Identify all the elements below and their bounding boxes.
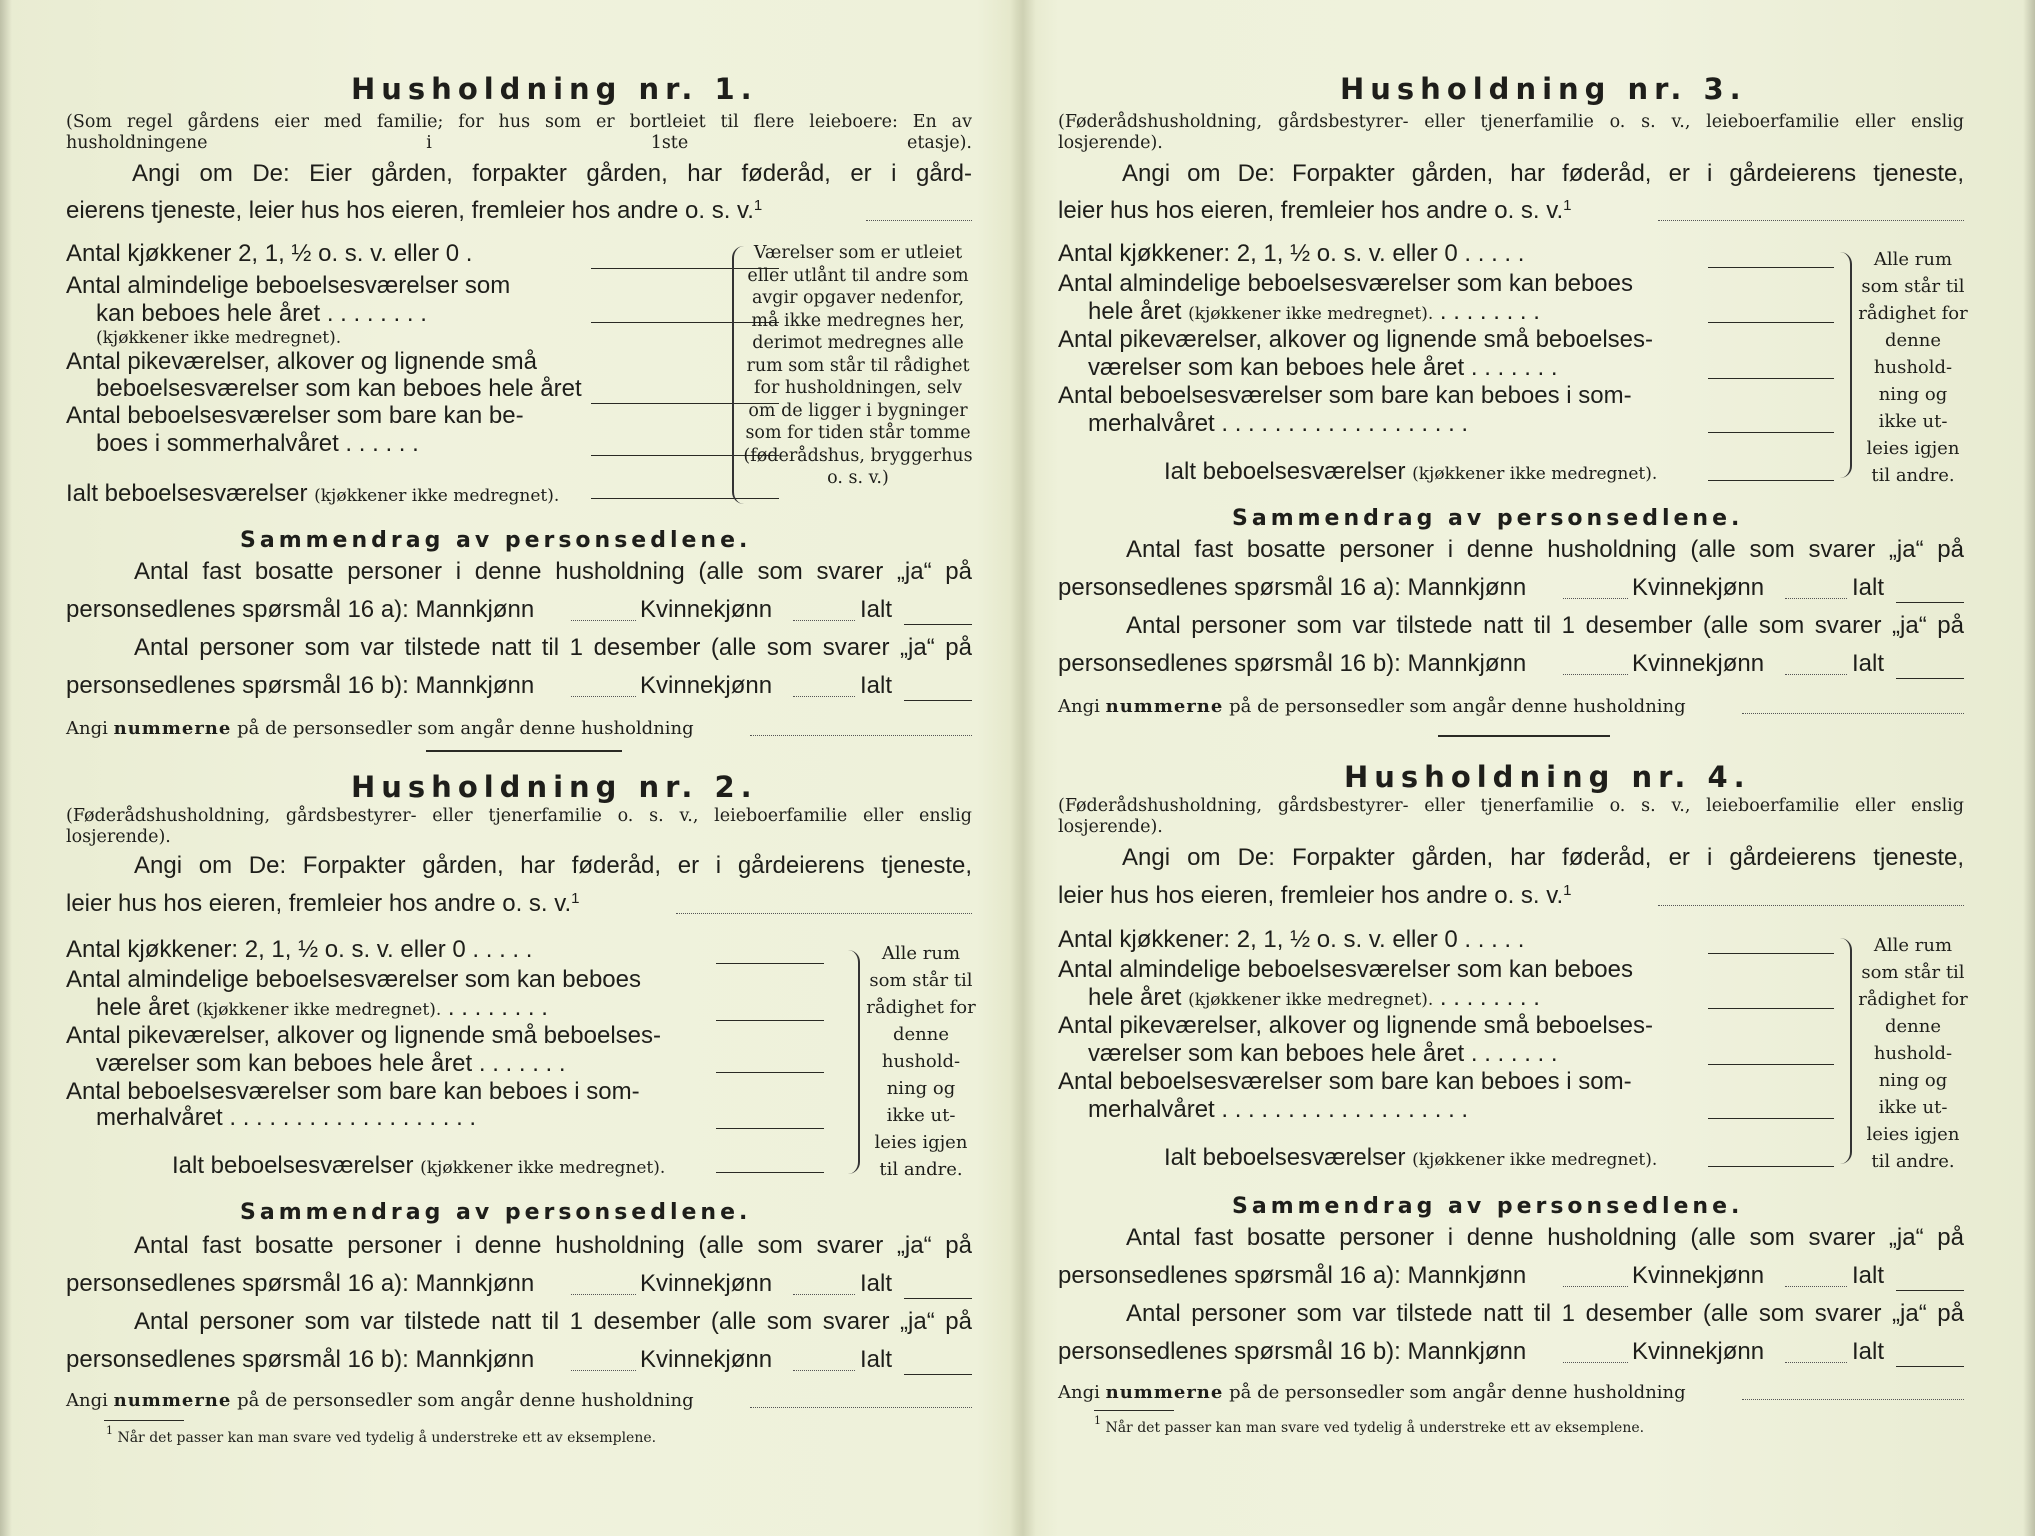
hh1-total-answer[interactable] — [591, 498, 779, 499]
hh3-numbers-answer[interactable] — [1742, 713, 1964, 714]
hh4-row-kitchens: Antal kjøkkener: 2, 1, ½ o. s. v. eller 0 . . . . . — [1058, 926, 1525, 953]
hh4-summary-b-label: personsedlenes spørsmål 16 b): Mannkjønn — [1058, 1338, 1527, 1365]
right-footnote — [1094, 1414, 1644, 1436]
hh1-numbers-answer[interactable] — [750, 735, 972, 736]
hh2-angi-line2-text: leier hus hos eieren, fremleier hos andre o. s. v. — [66, 890, 572, 917]
hh3-angi-numbers — [1058, 696, 1686, 717]
right-edge-shadow — [2023, 0, 2035, 1536]
hh3-total-label: Ialt beboelsesværelser — [1164, 458, 1406, 485]
hh2-total-label: Ialt beboelsesværelser — [172, 1152, 414, 1179]
hh3-summary-a-total: Ialt — [1852, 574, 1885, 601]
hh3-angi-bold: nummerne — [1105, 696, 1224, 717]
hh1-title: Husholdning nr. 1. — [351, 72, 758, 106]
hh3-section-divider — [1438, 735, 1610, 737]
hh4-row-ordinary-rooms: Antal almindelige beboelsesværelser som kan beboes — [1058, 956, 1633, 983]
hh2-summary-a-total: Ialt — [860, 1270, 893, 1297]
hh1-a-male-answer[interactable] — [571, 620, 636, 621]
hh3-maid-answer[interactable] — [1708, 378, 1834, 379]
page-fold — [1010, 0, 1036, 1536]
hh4-summary-title: Sammendrag av personsedlene. — [1232, 1194, 1744, 1219]
hh3-ordinary-answer[interactable] — [1708, 322, 1834, 323]
footnote-number: 1 — [1094, 1414, 1101, 1427]
hh4-summary-b-total: Ialt — [1852, 1338, 1885, 1365]
hh4-r3-text: hele året — [1088, 984, 1182, 1011]
hh4-b-male-answer[interactable] — [1563, 1362, 1628, 1363]
hh2-b-male-answer[interactable] — [571, 1370, 636, 1371]
hh3-row-ordinary-rooms: Antal almindelige beboelsesværelser som kan beboes — [1058, 270, 1633, 297]
hh2-angi-post: på de personsedler som angår denne husholdning — [237, 1390, 694, 1411]
footnote-mark: 1 — [753, 197, 763, 214]
hh3-summary-b-female: Kvinnekjønn — [1632, 650, 1765, 677]
hh4-summary-b-female: Kvinnekjønn — [1632, 1338, 1765, 1365]
hh2-angi-numbers — [66, 1390, 694, 1411]
hh4-angi-line2-text: leier hus hos eieren, fremleier hos andre o. s. v. — [1058, 882, 1564, 909]
hh2-angi-line1: Angi om De: Forpakter gården, har føderåd, er i gårdeierens tjeneste, — [134, 852, 972, 879]
hh2-total-note: (kjøkkener ikke medregnet). — [420, 1158, 666, 1178]
hh1-a-total-answer[interactable] — [904, 624, 972, 625]
hh4-b-total-answer[interactable] — [1896, 1366, 1964, 1367]
hh1-row-summer-rooms-2: boes i sommerhalvåret . . . . . . — [96, 430, 419, 457]
hh2-row-ordinary-rooms: Antal almindelige beboelsesværelser som kan beboes — [66, 966, 641, 993]
hh3-row-maid-rooms: Antal pikeværelser, alkover og lignende små beboelses- — [1058, 326, 1653, 353]
hh4-summary-b-line1: Antal personer som var tilstede natt til 1 desember (alle som svarer „ja“ på — [1126, 1300, 1964, 1327]
hh3-angi-line1: Angi om De: Forpakter gården, har føderåd, er i gårdeierens tjeneste, — [1122, 160, 1964, 187]
footnote-mark: 1 — [1563, 882, 1572, 899]
left-footnote — [106, 1424, 656, 1446]
hh4-angi-bold: nummerne — [1105, 1382, 1224, 1403]
hh4-r3-dots: . . . . . . . . — [1439, 984, 1540, 1011]
hh2-maid-answer[interactable] — [716, 1072, 824, 1073]
hh4-side-brace — [1840, 938, 1852, 1164]
hh3-kitchens-answer[interactable] — [1708, 267, 1834, 268]
hh4-total-note: (kjøkkener ikke medregnet). — [1412, 1150, 1658, 1170]
hh3-r3-text: hele året — [1088, 298, 1182, 325]
hh1-summary-a-label: personsedlenes spørsmål 16 a): Mannkjønn — [66, 596, 535, 623]
hh4-a-female-answer[interactable] — [1785, 1286, 1847, 1287]
hh1-row-total — [66, 480, 559, 508]
hh3-row-total — [1164, 458, 1657, 486]
hh4-row-maid-rooms-2: værelser som kan beboes hele året . . . . . . . — [1088, 1040, 1558, 1067]
hh2-r3-dots: . . . . . . . . — [447, 994, 548, 1021]
hh2-row-maid-rooms-2: værelser som kan beboes hele året . . . . . . . — [96, 1050, 566, 1077]
hh2-b-female-answer[interactable] — [793, 1370, 855, 1371]
hh3-note: (Føderådshusholdning, gårdsbestyrer- eller tjenerfamilie o. s. v., leieboerfamilie eller enslig losjerende). — [1058, 112, 1964, 153]
hh3-summary-b-line1: Antal personer som var tilstede natt til 1 desember (alle som svarer „ja“ på — [1126, 612, 1964, 639]
left-edge-shadow — [0, 0, 12, 1536]
hh1-angi-numbers — [66, 718, 694, 739]
hh2-total-answer[interactable] — [716, 1172, 824, 1173]
hh2-r3-text: hele året — [96, 994, 190, 1021]
hh4-a-total-answer[interactable] — [1896, 1290, 1964, 1291]
hh3-summary-a-female: Kvinnekjønn — [1632, 574, 1765, 601]
hh4-row-summer-rooms-2: merhalvåret . . . . . . . . . . . . . . . . . . . — [1088, 1096, 1469, 1123]
hh1-row-maid-rooms: Antal pikeværelser, alkover og lignende små — [66, 348, 537, 375]
hh2-row-ordinary-rooms-2 — [96, 994, 548, 1022]
right-page — [1058, 0, 1970, 1536]
hh4-kitchens-answer[interactable] — [1708, 953, 1834, 954]
hh3-angi-line2 — [1058, 197, 1571, 225]
hh3-row-kitchens: Antal kjøkkener: 2, 1, ½ o. s. v. eller 0 . . . . . — [1058, 240, 1525, 267]
hh3-summer-answer[interactable] — [1708, 432, 1834, 433]
hh3-side-note: Alle rum som står til rådighet for denne hushold-ning og ikke ut-leies igjen til andre. — [1858, 249, 1968, 486]
hh2-kitchens-answer[interactable] — [716, 963, 824, 964]
hh3-total-answer[interactable] — [1708, 480, 1834, 481]
hh1-angi-line2-text: eierens tjeneste, leier hus hos eieren, fremleier hos andre o. s. v. — [66, 197, 754, 224]
hh1-summary-b-female: Kvinnekjønn — [640, 672, 773, 699]
hh1-summary-title: Sammendrag av personsedlene. — [240, 528, 752, 553]
hh2-summary-a-female: Kvinnekjønn — [640, 1270, 773, 1297]
hh1-section-divider — [426, 750, 622, 752]
hh1-b-male-answer[interactable] — [571, 696, 636, 697]
hh4-summer-answer[interactable] — [1708, 1118, 1834, 1119]
hh2-row-total — [172, 1152, 665, 1180]
hh1-angi-bold: nummerne — [113, 718, 232, 739]
hh1-row-maid-rooms-2: beboelsesværelser som kan beboes hele året — [96, 375, 582, 402]
hh3-row-summer-rooms: Antal beboelsesværelser som bare kan beboes i som- — [1058, 382, 1632, 409]
hh3-summary-b-label: personsedlenes spørsmål 16 b): Mannkjønn — [1058, 650, 1527, 677]
hh1-summary-b-label: personsedlenes spørsmål 16 b): Mannkjønn — [66, 672, 535, 699]
hh3-angi-pre: Angi — [1058, 696, 1100, 717]
hh4-b-female-answer[interactable] — [1785, 1362, 1847, 1363]
hh1-angi-answer-line[interactable] — [866, 220, 972, 221]
hh2-side-note: Alle rum som står til rådighet for denne hushold-ning og ikke ut-leies igjen til andre. — [866, 943, 976, 1180]
hh2-summary-b-female: Kvinnekjønn — [640, 1346, 773, 1373]
hh1-angi-pre: Angi — [66, 718, 108, 739]
footnote-rule — [104, 1420, 184, 1421]
hh2-summary-b-label: personsedlenes spørsmål 16 b): Mannkjønn — [66, 1346, 535, 1373]
hh1-side-note: Værelser som er utleiet eller utlånt til andre som avgir opgaver nedenfor, må ikke medregnes her, derimot medregnes alle rum som står til rådighet for husholdningen, selv om de ligger i bygninger som for tiden står tomme (føderådshus, bryggerhus o. s. v.) — [743, 243, 973, 488]
hh4-note: (Føderådshusholdning, gårdsbestyrer- eller tjenerfamilie o. s. v., leieboerfamilie eller enslig losjerende). — [1058, 796, 1964, 837]
hh2-angi-line2 — [66, 890, 579, 918]
hh3-a-total-answer[interactable] — [1896, 602, 1964, 603]
hh2-title: Husholdning nr. 2. — [351, 770, 758, 804]
hh3-r3-note: (kjøkkener ikke medregnet). — [1188, 304, 1434, 324]
hh3-r3-dots: . . . . . . . . — [1439, 298, 1540, 325]
hh3-row-ordinary-rooms-2 — [1088, 298, 1540, 326]
hh2-a-female-answer[interactable] — [793, 1294, 855, 1295]
hh3-a-male-answer[interactable] — [1563, 598, 1628, 599]
hh4-angi-numbers — [1058, 1382, 1686, 1403]
hh1-angi-line1: Angi om De: Eier gården, forpakter gården, har føderåd, er i gård- — [132, 160, 972, 187]
footnote-rule — [1094, 1410, 1174, 1411]
hh2-numbers-answer[interactable] — [750, 1407, 972, 1408]
hh2-b-total-answer[interactable] — [904, 1374, 972, 1375]
hh4-summary-a-female: Kvinnekjønn — [1632, 1262, 1765, 1289]
hh2-summary-a-label: personsedlenes spørsmål 16 a): Mannkjønn — [66, 1270, 535, 1297]
hh2-summary-a-line1: Antal fast bosatte personer i denne husholdning (alle som svarer „ja“ på — [134, 1232, 972, 1259]
hh2-summary-title: Sammendrag av personsedlene. — [240, 1200, 752, 1225]
hh4-ordinary-answer[interactable] — [1708, 1008, 1834, 1009]
hh1-row-summer-rooms: Antal beboelsesværelser som bare kan be- — [66, 402, 524, 429]
hh3-total-note: (kjøkkener ikke medregnet). — [1412, 464, 1658, 484]
hh3-title: Husholdning nr. 3. — [1340, 72, 1747, 106]
hh4-summary-a-total: Ialt — [1852, 1262, 1885, 1289]
hh2-ordinary-answer[interactable] — [716, 1020, 824, 1021]
hh1-a-female-answer[interactable] — [793, 620, 855, 621]
hh2-r3-note: (kjøkkener ikke medregnet). — [196, 1000, 442, 1020]
hh4-row-total — [1164, 1144, 1657, 1172]
hh3-row-summer-rooms-2: merhalvåret . . . . . . . . . . . . . . . . . . . — [1088, 410, 1469, 437]
hh1-row-kitchens: Antal kjøkkener 2, 1, ½ o. s. v. eller 0 . — [66, 240, 473, 267]
hh2-row-kitchens: Antal kjøkkener: 2, 1, ½ o. s. v. eller 0 . . . . . — [66, 936, 533, 963]
hh2-summer-answer[interactable] — [716, 1128, 824, 1129]
hh2-row-summer-rooms: Antal beboelsesværelser som bare kan beboes i som- — [66, 1078, 640, 1105]
left-page — [66, 0, 978, 1536]
hh4-title: Husholdning nr. 4. — [1344, 760, 1751, 794]
hh4-a-male-answer[interactable] — [1563, 1286, 1628, 1287]
hh1-row-ordinary-rooms-2: kan beboes hele året . . . . . . . . — [96, 300, 427, 327]
hh3-b-male-answer[interactable] — [1563, 674, 1628, 675]
hh3-summary-a-line1: Antal fast bosatte personer i denne husholdning (alle som svarer „ja“ på — [1126, 536, 1964, 563]
footnote-number: 1 — [106, 1424, 113, 1437]
hh1-total-note: (kjøkkener ikke medregnet). — [314, 486, 560, 506]
hh4-numbers-answer[interactable] — [1742, 1399, 1964, 1400]
hh4-side-note: Alle rum som står til rådighet for denne hushold-ning og ikke ut-leies igjen til andre. — [1858, 935, 1968, 1172]
hh2-angi-pre: Angi — [66, 1390, 108, 1411]
hh1-angi-line2 — [66, 197, 762, 225]
hh1-total-label: Ialt beboelsesværelser — [66, 480, 308, 507]
footnote-mark: 1 — [571, 890, 580, 907]
hh4-angi-line2 — [1058, 882, 1571, 910]
hh3-angi-post: på de personsedler som angår denne husholdning — [1229, 696, 1686, 717]
hh1-summary-a-total: Ialt — [860, 596, 893, 623]
hh4-r3-note: (kjøkkener ikke medregnet). — [1188, 990, 1434, 1010]
hh3-summary-title: Sammendrag av personsedlene. — [1232, 506, 1744, 531]
hh3-b-total-answer[interactable] — [1896, 678, 1964, 679]
hh1-summary-a-line1: Antal fast bosatte personer i denne husholdning (alle som svarer „ja“ på — [134, 558, 972, 585]
footnote-mark: 1 — [1563, 197, 1572, 214]
hh1-note: (Som regel gårdens eier med familie; for hus som er bortleiet til flere leieboere: En av husholdningene i 1ste etasje). — [66, 112, 972, 153]
hh4-row-maid-rooms: Antal pikeværelser, alkover og lignende små beboelses- — [1058, 1012, 1653, 1039]
hh4-summary-a-line1: Antal fast bosatte personer i denne husholdning (alle som svarer „ja“ på — [1126, 1224, 1964, 1251]
hh3-angi-line2-text: leier hus hos eieren, fremleier hos andre o. s. v. — [1058, 197, 1564, 224]
hh2-summary-b-line1: Antal personer som var tilstede natt til 1 desember (alle som svarer „ja“ på — [134, 1308, 972, 1335]
hh4-angi-line1: Angi om De: Forpakter gården, har føderåd, er i gårdeierens tjeneste, — [1122, 844, 1964, 871]
hh1-b-female-answer[interactable] — [793, 696, 855, 697]
hh3-summary-b-total: Ialt — [1852, 650, 1885, 677]
hh4-row-ordinary-rooms-2 — [1088, 984, 1540, 1012]
hh3-angi-answer-line[interactable] — [1658, 220, 1964, 221]
hh2-a-total-answer[interactable] — [904, 1298, 972, 1299]
hh1-row-kitchen-note: (kjøkkener ikke medregnet). — [96, 328, 342, 348]
hh2-side-brace — [848, 950, 860, 1174]
hh1-b-total-answer[interactable] — [904, 700, 972, 701]
hh4-total-label: Ialt beboelsesværelser — [1164, 1144, 1406, 1171]
hh1-row-ordinary-rooms: Antal almindelige beboelsesværelser som — [66, 272, 511, 299]
hh3-a-female-answer[interactable] — [1785, 598, 1847, 599]
hh2-row-maid-rooms: Antal pikeværelser, alkover og lignende små beboelses- — [66, 1022, 661, 1049]
hh4-row-summer-rooms: Antal beboelsesværelser som bare kan beboes i som- — [1058, 1068, 1632, 1095]
hh1-summary-b-total: Ialt — [860, 672, 893, 699]
hh4-angi-answer-line[interactable] — [1658, 905, 1964, 906]
hh4-summary-a-label: personsedlenes spørsmål 16 a): Mannkjønn — [1058, 1262, 1527, 1289]
hh2-angi-answer-line[interactable] — [676, 913, 972, 914]
hh3-side-brace — [1840, 252, 1852, 478]
hh4-angi-pre: Angi — [1058, 1382, 1100, 1403]
hh2-angi-bold: nummerne — [113, 1390, 232, 1411]
hh3-row-maid-rooms-2: værelser som kan beboes hele året . . . . . . . — [1088, 354, 1558, 381]
right-footnote-text: Når det passer kan man svare ved tydelig å understreke ett av eksemplene. — [1105, 1420, 1645, 1436]
hh1-angi-post: på de personsedler som angår denne husholdning — [237, 718, 694, 739]
left-footnote-text: Når det passer kan man svare ved tydelig å understreke ett av eksemplene. — [117, 1430, 657, 1446]
hh2-row-summer-rooms-2: merhalvåret . . . . . . . . . . . . . . . . . . . — [96, 1104, 477, 1131]
hh2-note: (Føderådshusholdning, gårdsbestyrer- eller tjenerfamilie o. s. v., leieboerfamilie eller enslig losjerende). — [66, 806, 972, 847]
hh4-total-answer[interactable] — [1708, 1166, 1834, 1167]
hh4-maid-answer[interactable] — [1708, 1064, 1834, 1065]
hh2-a-male-answer[interactable] — [571, 1294, 636, 1295]
hh1-summary-a-female: Kvinnekjønn — [640, 596, 773, 623]
hh3-b-female-answer[interactable] — [1785, 674, 1847, 675]
hh1-summary-b-line1: Antal personer som var tilstede natt til 1 desember (alle som svarer „ja“ på — [134, 634, 972, 661]
hh2-summary-b-total: Ialt — [860, 1346, 893, 1373]
hh4-angi-post: på de personsedler som angår denne husholdning — [1229, 1382, 1686, 1403]
hh3-summary-a-label: personsedlenes spørsmål 16 a): Mannkjønn — [1058, 574, 1527, 601]
